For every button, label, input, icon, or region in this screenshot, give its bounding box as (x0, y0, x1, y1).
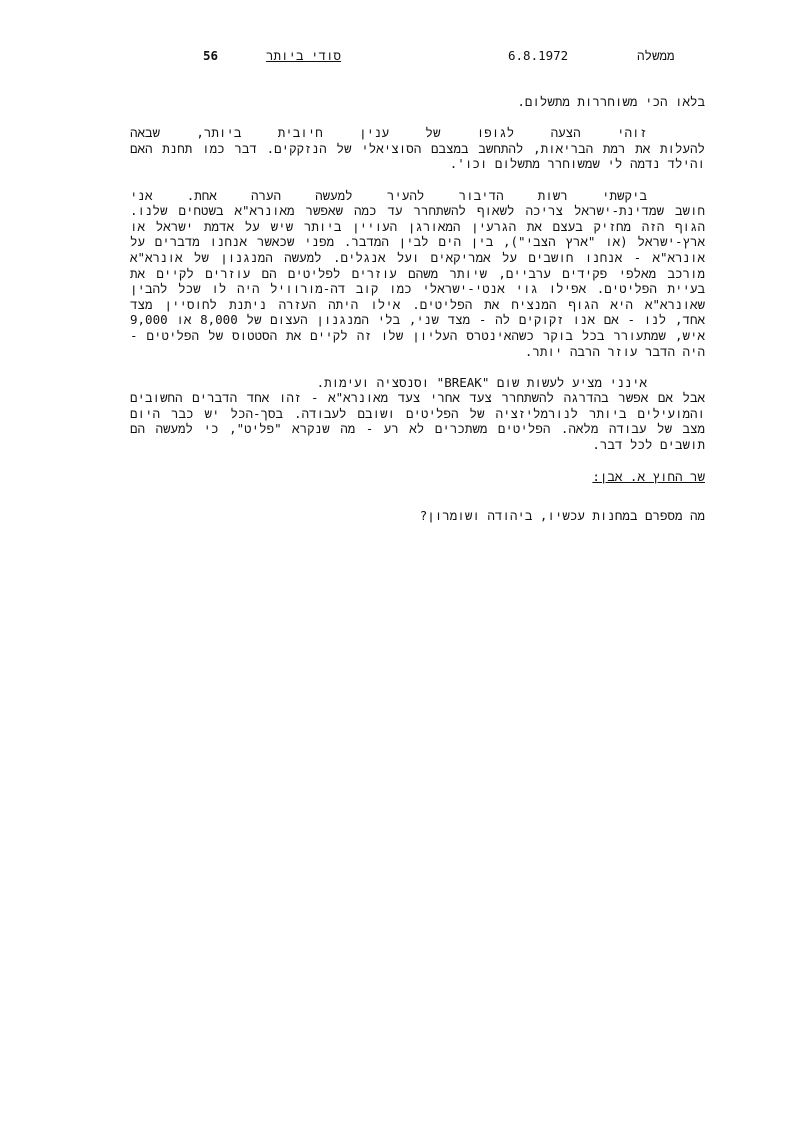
paragraph-line: והילד נדמה לי שמשוחרר מתשלום וכו'. (449, 156, 705, 172)
paragraph-line: שאונרא"א היא הגוף המנציח את הפליטים. אילו היתה העזרה ניתנת לחוסיין מצד (130, 296, 705, 312)
speaker-name: שר החוץ א. אבן: (592, 468, 705, 484)
paragraph-line: מורכב מאלפי פקידים ערביים, שיותר משהם עוזרים לפליטים הם עוזרים לקיים את (130, 265, 705, 281)
question-block (188, 508, 705, 524)
paragraph-line: חושב שמדינת-ישראל צריכה לשאוף להשתחרר עד כמה שאפשר מאונרא"א בשטחים שלנו. (130, 203, 705, 219)
paragraph (130, 125, 705, 172)
paragraph-line: הגוף הזה מחזיק בעצם את הגרעין המאורגן העויין ביותר שיש על אדמת ישראל או (130, 218, 705, 234)
paragraph-line: ביקשתי רשות הדיבור להעיר למעשה הערה אחת. אני (130, 187, 647, 203)
paragraph-line: ארץ-ישראל (או "ארץ הצבי"), בין הים לבין המדבר. מפני שכאשר אנחנו מדברים על (130, 234, 705, 250)
paragraph-line: אחד, לנו - אם אנו זקוקים לה - מצד שני, בלי המנגנון העצום של 8,000 או 9,000 (130, 312, 705, 328)
classification-label: סודי ביותר (266, 48, 342, 63)
paragraph (130, 188, 705, 360)
document-date: 6.8.1972 (508, 48, 569, 63)
paragraph-line: אינני מציע לעשות שום "BREAK" וסנסציה ועימות. (316, 374, 647, 390)
paragraph-line: מצב של עבודה מלאה. הפליטים משתכרים לא רע - מה שנקרא "פליט", כי למעשה הם (130, 421, 705, 437)
paragraph (130, 94, 705, 110)
paragraph-line: אונרא"א - אנחנו חושבים על אמריקאים ועל אנגלים. למעשה המנגנון של אונרא"א (130, 249, 705, 265)
paragraph-line: איש, שמתעורר בכל בוקר כשהאינטרס העליון שלו זה לקיים את הסטטוס של הפליטים - (130, 327, 705, 343)
paragraph-line: והמועילים ביותר לנורמליזציה של הפליטים ושובם לעבודה. בסך-הכל יש כבר היום (130, 405, 705, 421)
page-header (0, 48, 800, 68)
paragraph-line: זוהי הצעה לגופו של ענין חיובית ביותר, שבאה (130, 125, 647, 141)
paragraph-line: בעיית הפליטים. אפילו גוי אנטי-ישראלי כמו קוב דה-מורוויל היה לו שכל להבין (130, 281, 705, 297)
paragraph (130, 375, 705, 453)
paragraph-line: אבל אם אפשר בהדרגה להשתחרר צעד אחרי צעד מאונרא"א - זהו אחד הדברים החשובים (130, 390, 705, 406)
document-body (130, 94, 705, 500)
speaker-question: מה מספרם במחנות עכשיו, ביהודה ושומרון? (419, 508, 705, 523)
paragraph-line: להעלות את רמת הבריאות, להתחשב במצבם הסוציאלי של הנזקקים. דבר כמו תחנת האם (130, 140, 705, 156)
paragraph-line: תושבים לכל דבר. (592, 437, 705, 453)
page-number: 56 (203, 48, 219, 63)
paragraph-line: היה הדבר עוזר הרבה יותר. (524, 343, 705, 359)
government-label: ממשלה (637, 48, 675, 63)
paragraph-line: בלאו הכי משוחררות מתשלום. (517, 94, 705, 109)
